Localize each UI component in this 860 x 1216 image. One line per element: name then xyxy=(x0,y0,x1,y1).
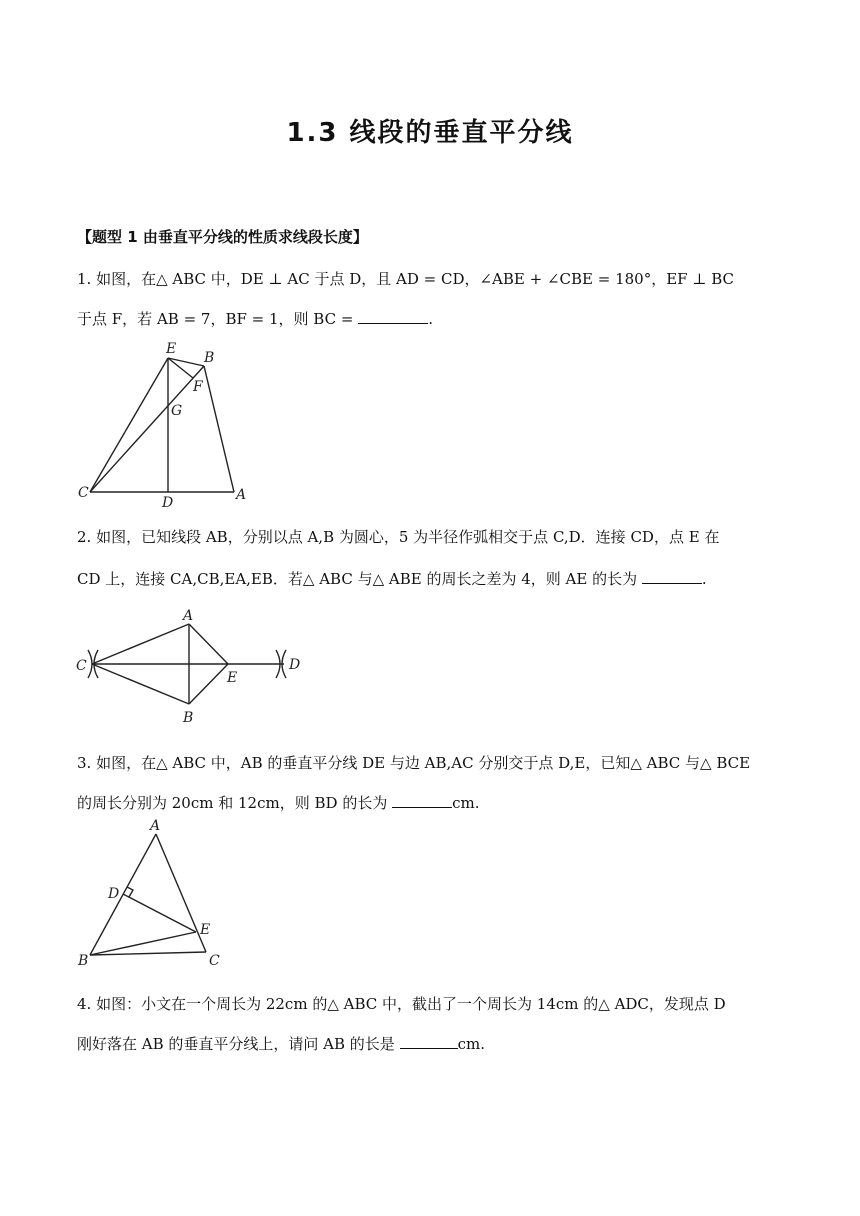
q2-line1: 2. 如图，已知线段 AB，分别以点 A,B 为圆心，5 为半径作弧相交于点 C,D．连接 CD，点 E 在 xyxy=(77,528,720,546)
q2-label-A: A xyxy=(183,608,194,624)
q2-label-E: E xyxy=(227,670,238,686)
q1-label-A: A xyxy=(236,487,247,503)
q2-label-C: C xyxy=(76,658,87,674)
q1-line2-text: 于点 F，若 AB = 7，BF = 1，则 BC = xyxy=(77,310,354,328)
q1-label-F: F xyxy=(193,379,203,395)
q4-line2-text: 刚好落在 AB 的垂直平分线上，请问 AB 的长是 xyxy=(77,1035,395,1053)
q3-label-E: E xyxy=(200,922,211,938)
q3-seg-AC xyxy=(156,834,206,952)
q1-label-D: D xyxy=(162,495,174,511)
q3-line1: 3. 如图，在△ ABC 中，AB 的垂直平分线 DE 与边 AB,AC 分别交于点 D,E，已知△ ABC 与△ BCE xyxy=(77,754,751,772)
section-heading: 【题型 1 由垂直平分线的性质求线段长度】 xyxy=(77,228,368,246)
q4-line2 xyxy=(77,1033,485,1054)
q1-label-C: C xyxy=(78,485,89,501)
q1-label-B: B xyxy=(204,350,215,366)
q3-right-angle-mark xyxy=(127,887,133,897)
q3-line2-text: 的周长分别为 20cm 和 12cm，则 BD 的长为 xyxy=(77,794,388,812)
q3-seg-BC xyxy=(90,952,206,955)
q3-label-C: C xyxy=(209,953,220,969)
q1-line2-end: . xyxy=(428,310,433,328)
page-title: 1.3 线段的垂直平分线 xyxy=(286,118,574,148)
q2-line2-text: CD 上，连接 CA,CB,EA,EB．若△ ABC 与△ ABE 的周长之差为 4，则 AE 的长为 xyxy=(77,570,638,588)
q3-label-A: A xyxy=(150,818,161,834)
q1-line1: 1. 如图，在△ ABC 中，DE ⊥ AC 于点 D，且 AD = CD，∠ABE + ∠CBE = 180°，EF ⊥ BC xyxy=(77,270,734,288)
q3-label-B: B xyxy=(78,953,89,969)
q1-label-G: G xyxy=(171,403,183,419)
q1-label-E: E xyxy=(166,341,177,357)
q3-line2-end: cm. xyxy=(452,794,480,812)
q2-label-B: B xyxy=(183,710,194,726)
q3-label-D: D xyxy=(108,886,120,902)
q4-answer-blank[interactable] xyxy=(400,1034,458,1049)
q3-seg-DE xyxy=(123,894,196,932)
q4-line2-end: cm. xyxy=(457,1035,485,1053)
q3-seg-BE xyxy=(90,932,196,955)
q2-label-D: D xyxy=(289,657,301,673)
q2-line2-end: . xyxy=(701,570,707,588)
q4-line1: 4. 如图：小文在一个周长为 22cm 的△ ABC 中，截出了一个周长为 14cm 的△ ADC，发现点 D xyxy=(77,995,726,1013)
